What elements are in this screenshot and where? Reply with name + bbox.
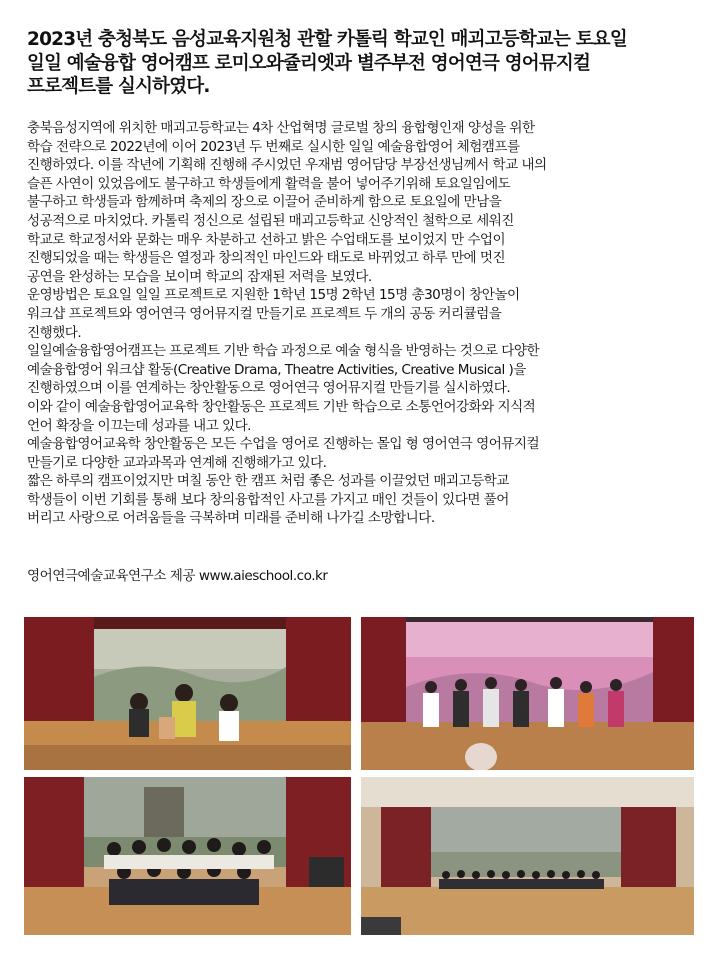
body-line: 진행하였으며 이를 연계하는 창안활동으로 영어연극 영어뮤지컬 만들기를 실시하였다.	[27, 380, 511, 397]
article-body	[27, 119, 707, 528]
group-photo-1	[24, 777, 351, 935]
body-line: 예술융합영어교육학 창안활동은 모든 수업을 영어로 진행하는 몰입 형 영어연극 영어뮤지컬	[27, 436, 540, 453]
body-line: 버리고 사랑으로 어려움들을 극복하며 미래를 준비해 나가길 소망합니다.	[27, 510, 435, 527]
group-photo-1-image	[24, 777, 351, 935]
stage-photo-2-image	[361, 617, 694, 770]
stage-photo-1-image	[24, 617, 351, 770]
body-line: 학습 전략으로 2022년에 이어 2023년 두 번째로 실시한 일일 예술융합영어 체험캠프를	[27, 138, 520, 155]
stage-photo-1	[24, 617, 351, 770]
body-line: 워크샵 프로젝트와 영어연극 영어뮤지컬 만들기로 프로젝트 두 개의 공동 커리큘럼을	[27, 305, 502, 322]
title-line: 일일 예술융합 영어캠프 로미오와쥴리엣과 별주부전 영어연극 영어뮤지컬	[27, 52, 591, 74]
article-title	[27, 28, 697, 99]
body-line: 불구하고 학생들과 함께하며 축제의 장으로 이끌어 준비하게 함으로 토요일에 만남을	[27, 194, 502, 211]
body-line: 이와 같이 예술융합영어교육학 창안활동은 프로젝트 기반 학습으로 소통언어강화와 지식적	[27, 398, 536, 415]
body-line: 진행하였다. 이를 작년에 기획해 진행해 주시었던 우재범 영어담당 부장선생님께서 학교 내의	[27, 157, 547, 174]
stage-photo-2	[361, 617, 694, 770]
credit-line: 영어연극예술교육연구소 제공 www.aieschool.co.kr	[27, 568, 328, 584]
body-line: 진행되었을 때는 학생들은 열정과 창의적인 마인드와 태도로 바뀌었고 하루 만에 멋진	[27, 250, 506, 267]
body-line: 슬픈 사연이 있었음에도 불구하고 학생들에게 활력을 불어 넣어주기위해 토요일임에도	[27, 175, 511, 192]
body-line: 언어 확장을 이끄는데 성과를 내고 있다.	[27, 417, 251, 434]
body-line: 진행했다.	[27, 324, 82, 341]
title-line: 2023년 충청북도 음성교육지원청 관할 카톨릭 학교인 매괴고등학교는 토요일	[27, 29, 627, 50]
body-line: 예술융합영어 워크샵 활동(Creative Drama, Theatre Activities, Creative Musical )을	[27, 361, 526, 378]
body-line: 충북음성지역에 위치한 매괴고등학교는 4차 산업혁명 글로벌 창의 융합형인재 양성을 위한	[27, 120, 535, 136]
body-line: 공연을 완성하는 모습을 보이며 학교의 잠재된 저력을 보였다.	[27, 268, 372, 285]
body-line: 학생들이 이번 기회를 통해 보다 창의융합적인 사고를 가지고 매인 것들이 있다면 풀어	[27, 491, 509, 508]
body-line: 학교로 학교정서와 문화는 매우 차분하고 선하고 밝은 수업태도를 보이었지 만 수업이	[27, 231, 506, 248]
body-line: 운영방법은 토요일 일일 프로젝트로 지원한 1학년 15명 2학년 15명 총30명이 창안놀이	[27, 287, 520, 304]
body-line: 짧은 하루의 캠프이었지만 며칠 동안 한 캠프 처럼 좋은 성과를 이끌었던 매괴고등학교	[27, 473, 509, 490]
body-line: 일일예술융합영어캠프는 프로젝트 기반 학습 과정으로 예술 형식을 반영하는 것으로 다양한	[27, 343, 540, 360]
group-photo-2-image	[361, 777, 694, 935]
title-line: 프로젝트를 실시하였다.	[27, 76, 210, 97]
body-line: 만들기로 다양한 교과과목과 연계해 진행해가고 있다.	[27, 454, 327, 471]
group-photo-2	[361, 777, 694, 935]
body-line: 성공적으로 마치었다. 카톨릭 정신으로 설립된 매괴고등학교 신앙적인 철학으로 세워진	[27, 212, 514, 229]
